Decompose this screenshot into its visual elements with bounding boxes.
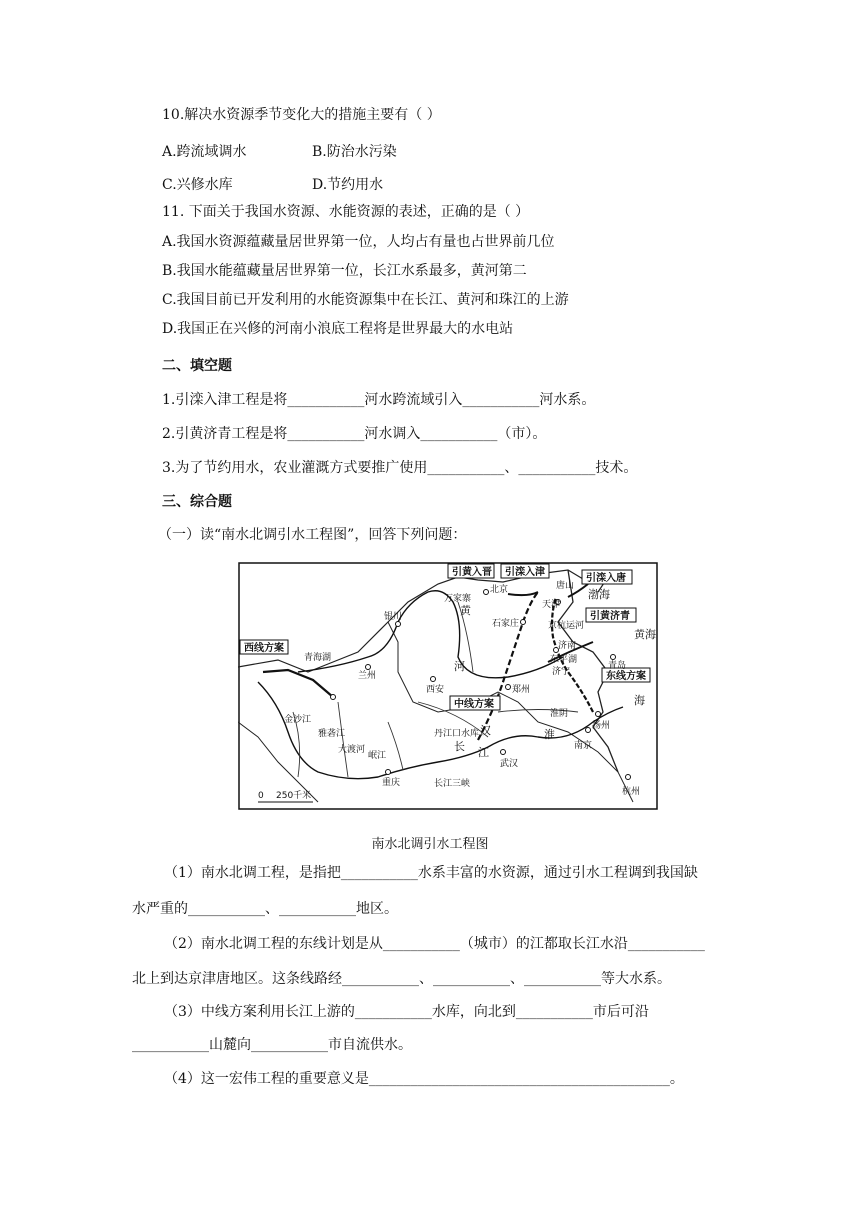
map-label-yinluanrutang: 引滦入唐 bbox=[586, 573, 626, 584]
map-city-qingdao: 青岛 bbox=[608, 661, 627, 671]
map-dam-sanxia: 长江三峡 bbox=[434, 779, 471, 789]
map-scale-length: 250千米 bbox=[276, 791, 312, 801]
section-3-title: 三、综合题 bbox=[162, 494, 232, 510]
map-label-middle-route: 中线方案 bbox=[454, 699, 494, 710]
comp-q1-line1: （1）南水北调工程，是指把___________水系丰富的水资源，通过引水工程调到我国缺 bbox=[164, 865, 698, 881]
map-river-dadu: 大渡河 bbox=[338, 745, 366, 755]
comp-intro: （一）读“南水北调引水工程图”，回答下列问题： bbox=[158, 527, 467, 543]
map-city-huaiyin: 淮阴 bbox=[550, 709, 569, 719]
map-sea-huang: 黄海 bbox=[634, 628, 656, 641]
map-label-eastern-route: 东线方案 bbox=[606, 671, 646, 682]
map-river-chang: 长 bbox=[454, 740, 465, 753]
map-city-yinchuan: 银川 bbox=[384, 612, 403, 622]
q10-option-d: D.节约用水 bbox=[312, 177, 384, 193]
comp-q2-line1: （2）南水北调工程的东线计划是从___________（城市）的江都取长江水沿___________ bbox=[164, 936, 705, 952]
map-city-hangzhou: 杭州 bbox=[622, 787, 641, 797]
map-river-huang: 黄 bbox=[460, 604, 471, 617]
map-river-jiang: 江 bbox=[478, 746, 489, 759]
map-label-western-route: 西线方案 bbox=[244, 643, 284, 654]
q10-option-c: C.兴修水库 bbox=[162, 177, 233, 193]
q10-option-b: B.防治水污染 bbox=[312, 144, 397, 160]
map-city-beijing: 北京 bbox=[490, 585, 509, 595]
map-city-chongqing: 重庆 bbox=[382, 778, 401, 788]
map-city-jining: 济宁 bbox=[552, 667, 571, 677]
map-river-huai: 淮 bbox=[544, 728, 555, 741]
comp-q1-line2: 水严重的___________、___________地区。 bbox=[132, 901, 398, 917]
map-sea-bo: 渤海 bbox=[588, 588, 610, 601]
map-river-jinsha: 金沙江 bbox=[284, 715, 312, 725]
q10-stem: 10.解决水资源季节变化大的措施主要有（ ） bbox=[162, 107, 441, 123]
q11-option-a: A.我国水资源蕴藏量居世界第一位，人均占有量也占世界前几位 bbox=[162, 234, 555, 250]
q11-stem: 11. 下面关于我国水资源、水能资源的表述，正确的是（ ） bbox=[162, 204, 530, 220]
q10-option-a: A.跨流域调水 bbox=[162, 144, 247, 160]
map-city-wanjiazhai: 万家寨 bbox=[444, 594, 472, 604]
fill-q2: 2.引黄济青工程是将___________河水调入___________（市）。 bbox=[162, 426, 547, 442]
section-2-title: 二、填空题 bbox=[162, 358, 232, 374]
map-city-dongpinghu: 东平湖 bbox=[550, 655, 578, 665]
map-city-yangzhou: 扬州 bbox=[592, 721, 611, 731]
map-river-min: 岷江 bbox=[368, 751, 387, 761]
map-label-yinhuangjiqing: 引黄济青 bbox=[590, 611, 630, 622]
south-north-water-map bbox=[238, 562, 658, 810]
comp-q2-line2: 北上到达京津唐地区。这条线路经___________、___________、___________等大水系。 bbox=[132, 971, 671, 987]
map-caption: 南水北调引水工程图 bbox=[371, 837, 489, 852]
q11-option-c: C.我国目前已开发利用的水能资源集中在长江、黄河和珠江的上游 bbox=[162, 292, 569, 308]
map-city-zhengzhou: 郑州 bbox=[512, 685, 531, 695]
map-city-tangshan: 唐山 bbox=[556, 581, 575, 591]
map-city-lanzhou: 兰州 bbox=[358, 671, 377, 681]
map-city-tianjin: 天津 bbox=[542, 600, 561, 610]
map-sea-label: 海 bbox=[634, 694, 645, 707]
map-label-yinhuangrujin: 引黄入晋 bbox=[452, 567, 492, 578]
map-city-jinan: 济南 bbox=[558, 641, 577, 651]
map-city-shijiazhuang: 石家庄 bbox=[492, 619, 520, 629]
map-river-he: 河 bbox=[454, 660, 465, 673]
map-dam-danjiangkou: 丹江口水库 bbox=[434, 729, 480, 739]
map-river-yalong: 雅砻江 bbox=[318, 729, 346, 739]
fill-q3: 3.为了节约用水，农业灌溉方式要推广使用___________、___________技术。 bbox=[162, 460, 638, 476]
map-scale-zero: 0 bbox=[258, 791, 264, 801]
map-lake-qinghaihu: 青海湖 bbox=[304, 653, 332, 663]
q11-option-b: B.我国水能蕴藏量居世界第一位，长江水系最多，黄河第二 bbox=[162, 263, 527, 279]
comp-q3-line1: （3）中线方案利用长江上游的___________水库，向北到___________市后可沿 bbox=[164, 1004, 649, 1020]
map-city-wuhan: 武汉 bbox=[500, 759, 519, 769]
comp-q3-line2: ___________山麓向___________市自流供水。 bbox=[132, 1037, 412, 1053]
map-city-nanjing: 南京 bbox=[574, 741, 593, 751]
map-label-yinluanrujin: 引滦入津 bbox=[505, 567, 545, 578]
fill-q1: 1.引滦入津工程是将___________河水跨流域引入___________河水系。 bbox=[162, 392, 596, 408]
q11-option-d: D.我国正在兴修的河南小浪底工程将是世界最大的水电站 bbox=[162, 321, 514, 337]
map-river-han: 汉 bbox=[480, 724, 491, 737]
map-canal-jinghang: 京杭运河 bbox=[548, 621, 585, 631]
map-city-xian: 西安 bbox=[426, 685, 445, 695]
comp-q4: （4）这一宏伟工程的重要意义是___________________________________________。 bbox=[164, 1071, 684, 1087]
